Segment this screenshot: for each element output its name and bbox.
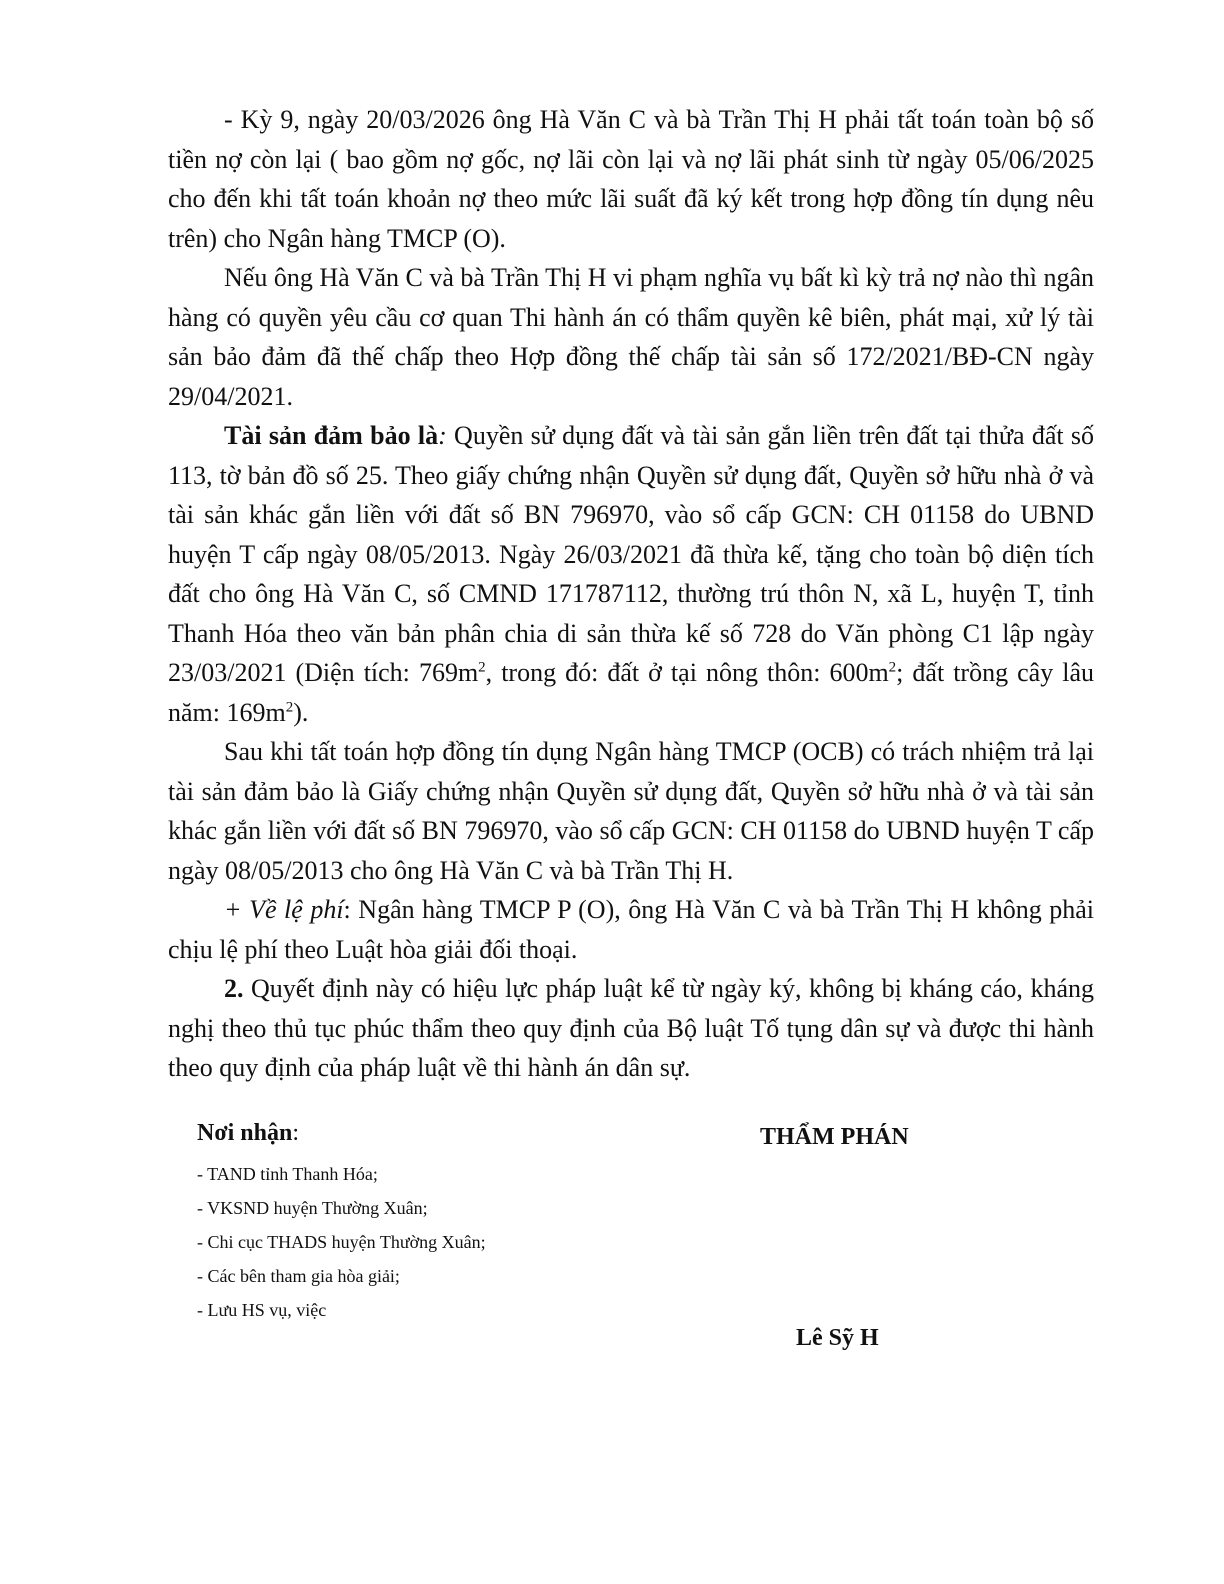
collateral-label: Tài sản đảm bảo là <box>224 421 439 450</box>
paragraph-return-collateral <box>168 732 1094 890</box>
paragraph-text: Quyền sử dụng đất và tài sản gắn liền trên đất tại thửa đất số 113, tờ bản đồ số 25. Theo giấy chứng nhận Quyền sử dụng đất, Quyền sở hữu nhà ở và tài sản khác gắn liền với đất số BN 796970, vào sổ cấp GCN: CH 01158 do UBND huyện T cấp ngày 08/05/2013. Ngày 26/03/2021 đã thừa kế, tặng cho toàn bộ diện tích đất cho ông Hà Văn C, số CMND 171787112, thường trú thôn N, xã L, huyện T, tỉnh Thanh Hóa theo văn bản phân chia di sản thừa kế số 728 do Văn phòng C1 lập ngày 23/03/2021 (Diện tích: 769m <box>168 421 1094 687</box>
paragraph-text: Quyết định này có hiệu lực pháp luật kể từ ngày ký, không bị kháng cáo, kháng nghị theo thủ tục phúc thẩm theo quy định của Bộ luật Tố tụng dân sự và được thi hành theo quy định của pháp luật về thi hành án dân sự. <box>168 974 1094 1082</box>
paragraph-installment-9 <box>168 100 1094 258</box>
recipient-item: - Lưu HS vụ, việc <box>197 1300 327 1320</box>
paragraph-text: ). <box>293 697 309 727</box>
document-footer <box>0 1120 1224 1380</box>
superscript: 2 <box>888 659 897 676</box>
signer-name: Lê Sỹ H <box>796 1325 879 1351</box>
paragraph-text: , trong đó: đất ở tại nông thôn: 600m <box>485 658 889 687</box>
recipient-item: - Các bên tham gia hòa giải; <box>197 1266 400 1286</box>
signer-title: THẨM PHÁN <box>760 1124 909 1150</box>
paragraph-text: - Kỳ 9, ngày 20/03/2026 ông Hà Văn C và bà Trần Thị H phải tất toán toàn bộ số tiền nợ còn lại ( bao gồm nợ gốc, nợ lãi còn lại và nợ lãi phát sinh từ ngày 05/06/2025 cho đến khi tất toán khoản nợ theo mức lãi suất đã ký kết trong hợp đồng tín dụng nêu trên) cho Ngân hàng TMCP (O). <box>168 105 1094 253</box>
paragraph-text: ; đất trồng cây lâu năm: 169m <box>168 658 1094 727</box>
paragraph-collateral <box>168 416 1094 732</box>
paragraph-violation <box>168 258 1094 416</box>
recipients-title <box>197 1120 486 1147</box>
paragraph-text: Sau khi tất toán hợp đồng tín dụng Ngân hàng TMCP (OCB) có trách nhiệm trả lại tài sản đảm bảo là Giấy chứng nhận Quyền sử dụng đất, Quyền sở hữu nhà ở và tài sản khác gắn liền với đất số BN 796970, vào sổ cấp GCN: CH 01158 do UBND huyện T cấp ngày 08/05/2013 cho ông Hà Văn C và bà Trần Thị H. <box>168 737 1094 885</box>
recipients-block <box>197 1120 486 1327</box>
collateral-colon: : <box>438 421 447 450</box>
paragraph-text: : Ngân hàng TMCP P (O), ông Hà Văn C và bà Trần Thị H không phải chịu lệ phí theo Luật hòa giải đối thoại. <box>168 895 1094 964</box>
item-number: 2. <box>224 974 244 1003</box>
superscript: 2 <box>285 698 294 715</box>
recipient-item: - Chi cục THADS huyện Thường Xuân; <box>197 1232 486 1252</box>
document-body <box>168 100 1094 1088</box>
paragraph-text: Nếu ông Hà Văn C và bà Trần Thị H vi phạm nghĩa vụ bất kì kỳ trả nợ nào thì ngân hàng có quyền yêu cầu cơ quan Thi hành án có thẩm quyền kê biên, phát mại, xử lý tài sản bảo đảm đã thế chấp theo Hợp đồng thế chấp tài sản số 172/2021/BĐ-CN ngày 29/04/2021. <box>168 263 1094 411</box>
paragraph-fees <box>168 890 1094 969</box>
recipients-title-text: Nơi nhận <box>197 1120 293 1146</box>
recipient-item: - TAND tỉnh Thanh Hóa; <box>197 1164 378 1184</box>
paragraph-effect <box>168 969 1094 1088</box>
superscript: 2 <box>478 659 486 676</box>
fees-label: + Về lệ phí <box>224 895 344 924</box>
recipients-colon: : <box>292 1120 300 1146</box>
recipient-item: - VKSND huyện Thường Xuân; <box>197 1198 428 1218</box>
